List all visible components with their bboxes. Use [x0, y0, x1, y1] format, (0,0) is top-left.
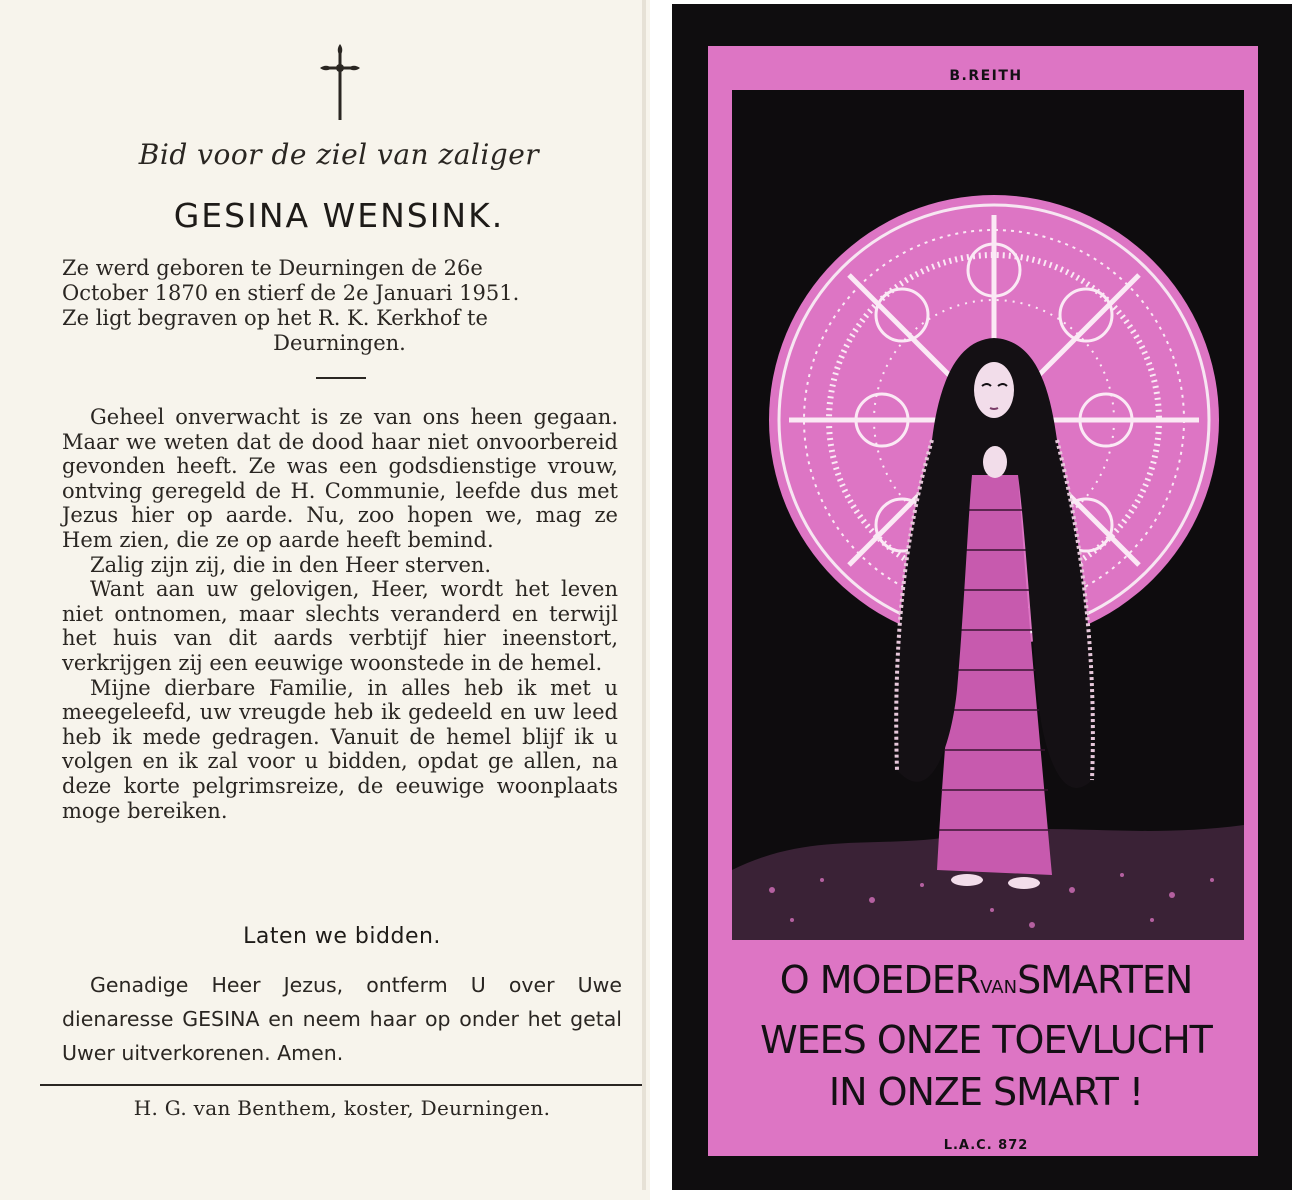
paragraph: Mijne dierbare Familie, in alles heb ik met u meegeleefd, uw vreugde heb ik gedeeld en uw leed heb ik mede gedragen. Vanuit de hemel blijf ik u volgen en ik zal voor u bidden, opdat ge allen, na deze korte pelgrimsreize, de eeuwige woonplaats moge bereiken.: [62, 675, 618, 823]
bio-block: [62, 256, 617, 356]
memorial-text-card: [0, 0, 650, 1200]
intro-line: Bid voor de ziel van zaliger: [138, 138, 540, 171]
deceased-name: GESINA WENSINK.: [173, 196, 505, 235]
paragraph: Zalig zijn zij, die in den Heer sterven.: [90, 552, 492, 577]
artist-signature: B.REITH: [949, 68, 1023, 84]
illustration-svg: [732, 90, 1244, 940]
motto-part: O MOEDER: [779, 958, 981, 1002]
devotional-image-card: [672, 4, 1292, 1190]
paragraph: Want aan uw gelovigen, Heer, wordt het leven niet ontnomen, maar slechts veranderd en terwijl het huis van dit aards verbtijf hier ineenstort, verkrijgen zij een eeuwige woonstede in de hemel.: [62, 577, 618, 675]
mater-dolorosa-illustration: [732, 90, 1244, 940]
prayer-text: Genadige Heer Jezus, ontferm U over Uwe dienaresse GESINA en neem haar op onder het getal Uwer uitverkorenen. Amen.: [62, 973, 622, 1065]
memorial-text: [62, 405, 618, 823]
prayer-heading: Laten we bidden.: [243, 924, 441, 949]
pink-frame: [708, 46, 1258, 1156]
paragraph: Geheel onverwacht is ze van ons heen gegaan. Maar we weten dat de dood haar niet onvoorbereid gevonden heeft. Ze was een godsdienstige vrouw, ontving geregeld de H. Communie, leefde dus met Jezus hier op aarde. Nu, zoo hopen we, mag ze Hem zien, die ze op aarde heeft bemind.: [62, 405, 618, 552]
cross-icon: [318, 42, 362, 122]
bio-line: Ze werd geboren te Deurningen de 26e: [62, 256, 483, 280]
bio-line: Deurningen.: [273, 331, 406, 355]
card-edge: [642, 0, 646, 1190]
motto-part: SMARTEN: [1017, 958, 1193, 1002]
catalog-code: L.A.C. 872: [943, 1138, 1029, 1153]
motto-line-3: IN ONZE SMART !: [828, 1070, 1144, 1114]
bio-line: October 1870 en stierf de 2e Januari 1951.: [62, 281, 520, 305]
motto-line-1: [708, 954, 1264, 1014]
divider: [40, 1084, 642, 1086]
divider: [316, 377, 366, 379]
motto-line-2: WEES ONZE TOEVLUCHT: [760, 1018, 1212, 1062]
bio-line: Ze ligt begraven op het R. K. Kerkhof te: [62, 306, 488, 330]
motto: [708, 954, 1264, 1118]
printer-credit: H. G. van Benthem, koster, Deurningen.: [133, 1096, 551, 1120]
motto-part-small: VAN: [980, 977, 1018, 998]
